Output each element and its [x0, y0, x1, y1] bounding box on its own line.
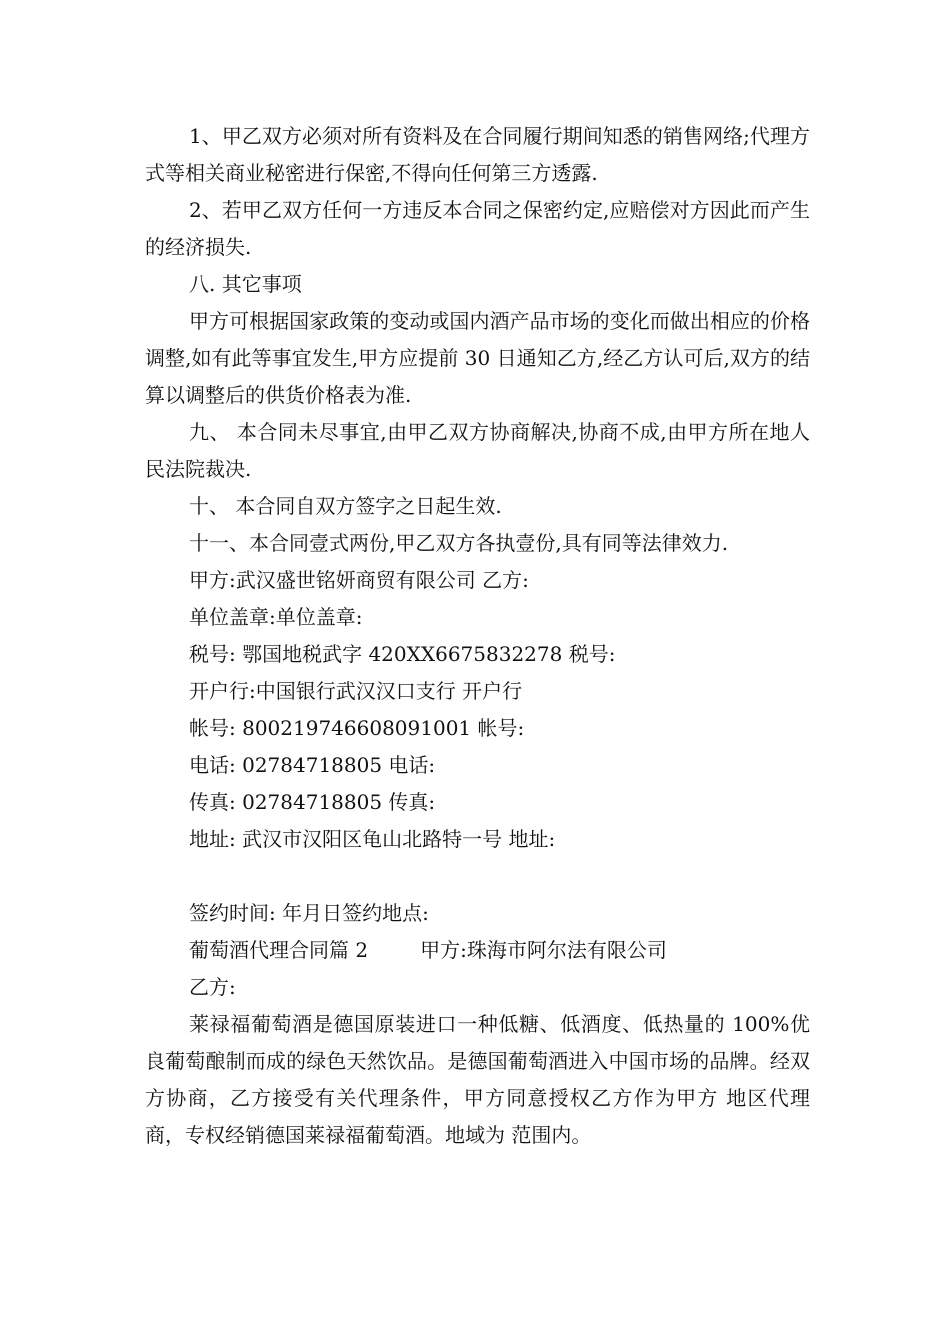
paragraph-dispute: 九、 本合同未尽事宜,由甲乙双方协商解决,协商不成,由甲方所在地人民法院裁决.	[145, 420, 810, 481]
tax-id-line: 税号: 鄂国地税武字 420XX6675832278 税号:	[189, 642, 616, 666]
contract2-body: 莱禄福葡萄酒是德国原装进口一种低糖、低酒度、低热量的 100%优良葡萄酿制而成的绿色天然饮品。是德国葡萄酒进入中国市场的品牌。经双方协商，乙方接受有关代理条件，甲方同意授权乙方作为甲方 地区代理商，专权经销德国莱禄福葡萄酒。地域为 范围内。	[145, 1012, 810, 1147]
account-line: 帐号: 800219746608091001 帐号:	[189, 716, 525, 740]
address-line: 地址: 武汉市汉阳区龟山北路特一号 地址:	[189, 827, 556, 851]
bank-line: 开户行:中国银行武汉汉口支行 开户行	[189, 679, 523, 703]
contract2-title-line	[145, 932, 810, 969]
document-body	[145, 118, 810, 1154]
section-heading-other-matters: 八. 其它事项	[189, 272, 302, 296]
contract2-title: 葡萄酒代理合同篇 2	[189, 938, 369, 962]
fax-line: 传真: 02784718805 传真:	[189, 790, 436, 814]
seal-line: 单位盖章:单位盖章:	[189, 605, 363, 629]
paragraph-price-adjustment: 甲方可根据国家政策的变动或国内酒产品市场的变化而做出相应的价格调整,如有此等事宜发生,甲方应提前 30 日通知乙方,经乙方认可后,双方的结算以调整后的供货价格表为准.	[145, 309, 810, 407]
sign-line: 签约时间: 年月日签约地点:	[189, 901, 429, 925]
paragraph-confidentiality-2: 2、若甲乙双方任何一方违反本合同之保密约定,应赔偿对方因此而产生的经济损失.	[145, 198, 810, 259]
contract2-party-b: 乙方:	[189, 975, 236, 999]
party-line: 甲方:武汉盛世铭妍商贸有限公司 乙方:	[189, 568, 529, 592]
paragraph-effective: 十、 本合同自双方签字之日起生效.	[189, 494, 502, 518]
paragraph-confidentiality-1: 1、甲乙双方必须对所有资料及在合同履行期间知悉的销售网络;代理方式等相关商业秘密进行保密,不得向任何第三方透露.	[145, 124, 810, 185]
contract2-party-a: 甲方:珠海市阿尔法有限公司	[420, 938, 667, 962]
phone-line: 电话: 02784718805 电话:	[189, 753, 436, 777]
blank-line	[145, 858, 810, 895]
paragraph-copies: 十一、本合同壹式两份,甲乙双方各执壹份,具有同等法律效力.	[189, 531, 729, 555]
